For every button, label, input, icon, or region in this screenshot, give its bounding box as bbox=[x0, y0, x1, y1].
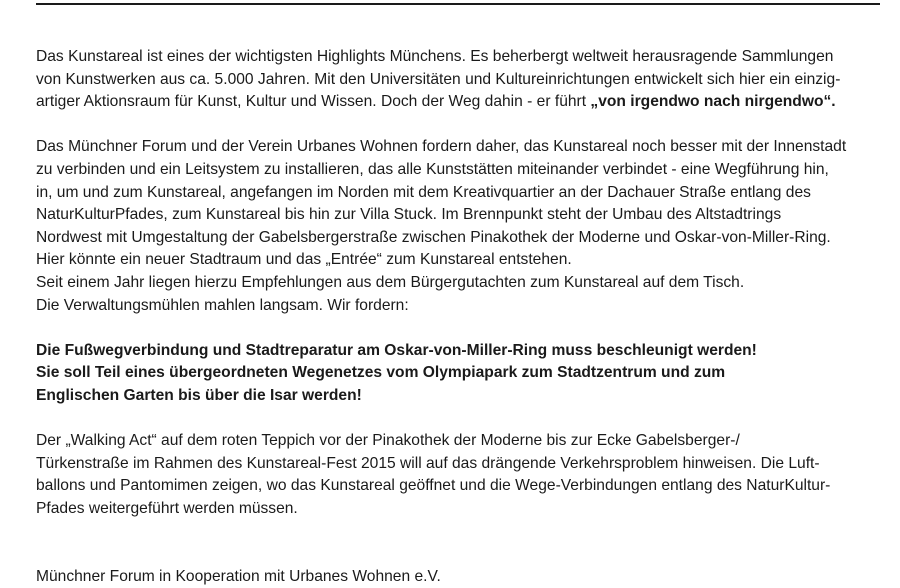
top-divider bbox=[36, 3, 880, 5]
intro-line-3-emphasis: „von irgendwo nach nirgendwo“. bbox=[590, 93, 836, 111]
bold-demand-line-1: Die Fußwegverbindung und Stadtreparatur am Oskar-von-Miller-Ring muss beschleunigt werden! bbox=[36, 341, 757, 359]
footer-signature: Münchner Forum in Kooperation mit Urbanes Wohnen e.V. bbox=[36, 568, 441, 585]
bold-demand-line-2: Sie soll Teil eines übergeordneten Wegenetzes vom Olympiapark zum Stadtzentrum und zum bbox=[36, 364, 726, 382]
walking-act-line-2: Türkenstraße im Rahmen des Kunstareal-Fest 2015 will auf das drängende Verkehrsproblem hinweisen. Die Luft- bbox=[36, 454, 820, 472]
intro-line-1: Das Kunstareal ist eines der wichtigsten Highlights Münchens. Es beherbergt weltweit herausragende Sammlungen bbox=[36, 48, 834, 65]
demand-line-6: Hier könnte ein neuer Stadtraum und das „Entrée“ zum Kunstareal entstehen. bbox=[36, 251, 572, 269]
intro-line-3-text: artiger Aktionsraum für Kunst, Kultur und Wissen. Doch der Weg dahin - er führt bbox=[36, 93, 591, 111]
demand-line-2: zu verbinden und ein Leitsystem zu installieren, das alle Kunststätten miteinander verbindet - eine Wegführung hin, bbox=[36, 160, 829, 178]
walking-act-paragraph bbox=[36, 430, 886, 520]
demand-line-5: Nordwest mit Umgestaltung der Gabelsbergerstraße zwischen Pinakothek der Moderne und Oskar-von-Miller-Ring. bbox=[36, 228, 831, 246]
demand-line-7: Seit einem Jahr liegen hierzu Empfehlungen aus dem Bürgergutachten zum Kunstareal auf dem Tisch. bbox=[36, 273, 745, 291]
intro-paragraph bbox=[36, 46, 886, 114]
bold-demands bbox=[36, 340, 886, 408]
demand-paragraph bbox=[36, 136, 886, 317]
document-body bbox=[36, 46, 886, 543]
walking-act-line-1: Der „Walking Act“ auf dem roten Teppich vor der Pinakothek der Moderne bis zur Ecke Gabelsberger-/ bbox=[36, 432, 740, 450]
walking-act-line-3: ballons und Pantomimen zeigen, wo das Kunstareal geöffnet und die Wege-Verbindungen entlang des NaturKultur- bbox=[36, 477, 831, 495]
walking-act-line-4: Pfades weitergeführt werden müssen. bbox=[36, 499, 298, 517]
demand-line-3: in, um und zum Kunstareal, angefangen im Norden mit dem Kreativquartier an der Dachauer Straße entlang des bbox=[36, 183, 811, 201]
bold-demand-line-3: Englischen Garten bis über die Isar werden! bbox=[36, 386, 362, 404]
intro-line-3 bbox=[36, 91, 886, 114]
demand-line-4: NaturKulturPfades, zum Kunstareal bis hin zur Villa Stuck. Im Brennpunkt steht der Umbau des Altstadtrings bbox=[36, 206, 782, 224]
demand-line-1: Das Münchner Forum und der Verein Urbanes Wohnen fordern daher, das Kunstareal noch besser mit der Innenstadt bbox=[36, 138, 847, 156]
demand-line-8: Die Verwaltungsmühlen mahlen langsam. Wir fordern: bbox=[36, 296, 409, 314]
intro-line-2: von Kunstwerken aus ca. 5.000 Jahren. Mit den Universitäten und Kultureinrichtungen entwickelt sich hier ein einzig- bbox=[36, 70, 841, 88]
